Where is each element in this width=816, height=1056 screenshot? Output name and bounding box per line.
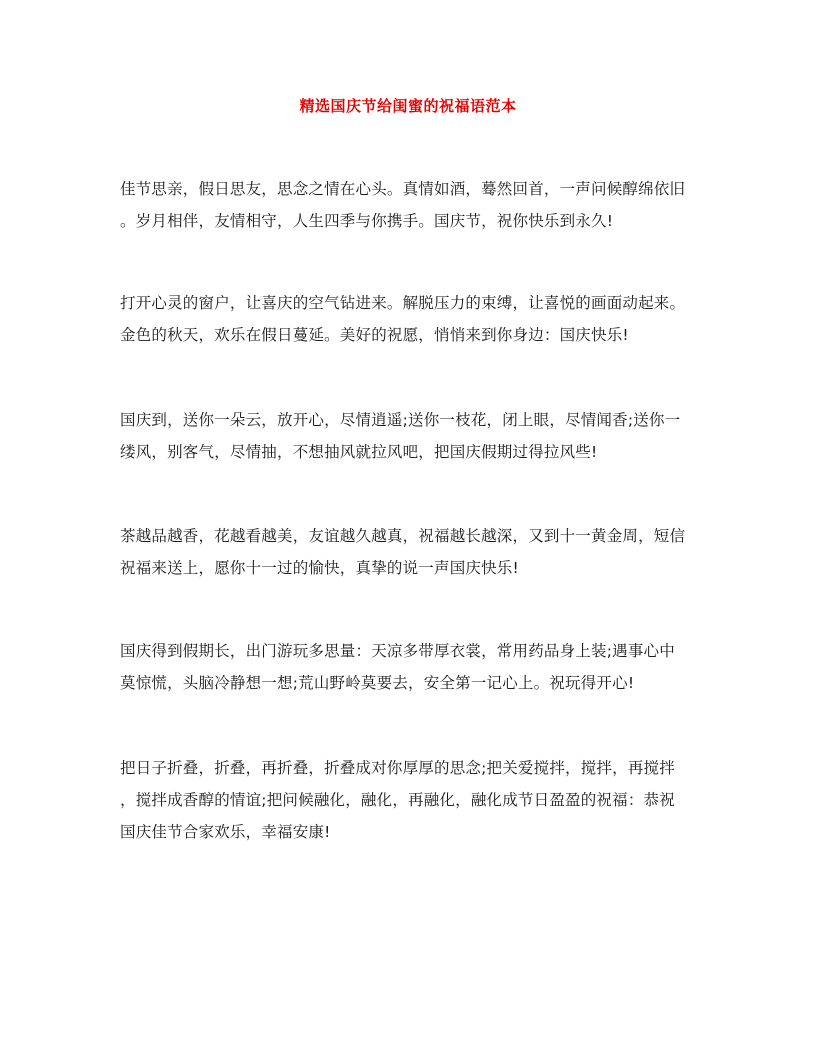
paragraph-1 xyxy=(120,173,700,237)
paragraph-line: 把日子折叠，折叠，再折叠，折叠成对你厚厚的思念;把关爱搅拌，搅拌，再搅拌 xyxy=(120,759,675,777)
paragraph-2 xyxy=(120,287,700,351)
paragraph-line: 祝福来送上，愿你十一过的愉快，真挚的说一声国庆快乐! xyxy=(120,559,519,577)
paragraph-line: 国庆到，送你一朵云，放开心，尽情逍遥;送你一枝花，闭上眼，尽情闻香;送你一 xyxy=(120,411,681,429)
paragraph-6 xyxy=(120,752,700,848)
paragraph-3 xyxy=(120,404,700,468)
paragraph-line: 金色的秋天，欢乐在假日蔓延。美好的祝愿，悄悄来到你身边：国庆快乐! xyxy=(120,326,629,344)
paragraph-line: 莫惊慌，头脑冷静想一想;荒山野岭莫要去，安全第一记心上。祝玩得开心! xyxy=(120,674,635,692)
paragraph-line: ，搅拌成香醇的情谊;把问候融化，融化，再融化，融化成节日盈盈的祝福：恭祝 xyxy=(120,791,675,809)
paragraph-line: 佳节思亲，假日思友，思念之情在心头。真情如酒，蓦然回首，一声问候醇绵依旧 xyxy=(120,180,686,198)
paragraph-4 xyxy=(120,520,700,584)
paragraph-line: 缕风，别客气，尽情抽，不想抽风就拉风吧，把国庆假期过得拉风些! xyxy=(120,443,598,461)
paragraph-line: 。岁月相伴，友情相守，人生四季与你携手。国庆节，祝你快乐到永久! xyxy=(120,212,614,230)
document-title: 精选国庆节给闺蜜的祝福语范本 xyxy=(299,97,517,115)
paragraph-line: 国庆得到假期长，出门游玩多思量：天凉多带厚衣裳，常用药品身上装;遇事心中 xyxy=(120,642,675,660)
paragraph-5 xyxy=(120,635,700,699)
paragraph-line: 国庆佳节合家欢乐，幸福安康! xyxy=(120,823,331,841)
paragraph-line: 茶越品越香，花越看越美，友谊越久越真，祝福越长越深，又到十一黄金周，短信 xyxy=(120,527,686,545)
paragraph-line: 打开心灵的窗户，让喜庆的空气钻进来。解脱压力的束缚，让喜悦的画面动起来。 xyxy=(120,294,686,312)
